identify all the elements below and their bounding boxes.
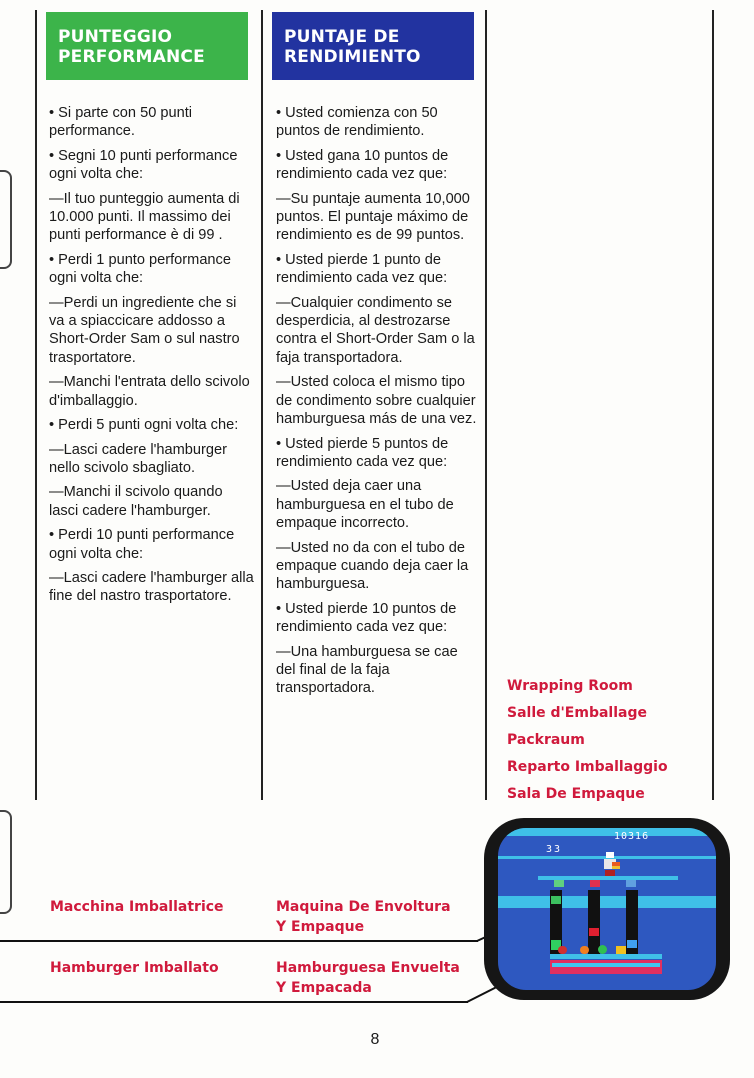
- chef-sprite: [602, 852, 618, 878]
- machine-label-spanish-line1: Maquina De Envoltura: [276, 899, 451, 915]
- performance-display: 33: [546, 844, 563, 855]
- spanish-paragraph: —Su puntaje aumenta 10,000 puntos. El puntaje máximo de rendimiento es de 99 puntos.: [276, 190, 470, 244]
- italian-paragraph: —Lasci cadere l'hamburger nello scivolo sbagliato.: [49, 441, 227, 476]
- machine-callout-line: [0, 940, 478, 942]
- burger-label-spanish-line1: Hamburguesa Envuelta: [276, 960, 460, 976]
- machine-label-spanish: [276, 897, 451, 937]
- italian-paragraph: —Manchi l'entrata dello scivolo d'imballaggio.: [49, 374, 250, 409]
- burger-label-spanish-line2: Y Empacada: [276, 980, 372, 996]
- spanish-paragraph: —Cualquier condimento se desperdicia, al destrozarse contra el Short-Order Sam o la faja transportadora.: [276, 294, 475, 366]
- packing-tube-middle: [588, 890, 600, 954]
- spanish-paragraph: —Usted coloca el mismo tipo de condimento sobre cualquier hamburguesa más de una vez.: [276, 374, 477, 428]
- wrapping-room-label: Reparto Imballaggio: [507, 759, 668, 775]
- score-display: 10316: [614, 831, 650, 842]
- wrapping-room-label: Wrapping Room: [507, 678, 633, 694]
- italian-paragraph: —Il tuo punteggio aumenta di 10.000 punti. Il massimo dei punti performance è di 99 .: [49, 190, 240, 244]
- wrapping-room-label: Salle d'Emballage: [507, 705, 647, 721]
- spanish-paragraph: —Una hamburguesa se cae del final de la faja transportadora.: [276, 643, 458, 697]
- wrapping-room-label: Sala De Empaque: [507, 786, 645, 802]
- burger-callout-line: [0, 1001, 468, 1003]
- binder-ring-bottom: [0, 810, 12, 914]
- spanish-column: [276, 104, 480, 704]
- spanish-paragraph: • Usted gana 10 puntos de rendimiento cada vez que:: [276, 147, 449, 183]
- italian-paragraph: • Perdi 5 punti ogni volta che:: [49, 417, 239, 434]
- wrapping-room-labels: [507, 676, 727, 811]
- italian-paragraph: —Manchi il scivolo quando lasci cadere l'hamburger.: [49, 484, 223, 519]
- burger-label-spanish: [276, 958, 460, 998]
- column-rule-1: [35, 10, 37, 800]
- spanish-paragraph: • Usted comienza con 50 puntos de rendimiento.: [276, 105, 438, 140]
- burger-label-italian: Hamburger Imballato: [50, 960, 219, 976]
- italian-column: [49, 104, 254, 612]
- spanish-header: [272, 12, 474, 80]
- spanish-header-line2: RENDIMIENTO: [284, 47, 421, 67]
- spanish-paragraph: • Usted pierde 5 puntos de rendimiento cada vez que:: [276, 435, 449, 470]
- italian-paragraph: • Perdi 1 punto performance ogni volta che:: [49, 251, 231, 287]
- italian-paragraph: • Perdi 10 punti performance ogni volta che:: [49, 527, 235, 562]
- italian-header-line2: PERFORMANCE: [58, 47, 205, 67]
- italian-paragraph: —Lasci cadere l'hamburger alla fine del nastro trasportatore.: [49, 569, 254, 605]
- italian-paragraph: —Perdi un ingrediente che si va a spiaccicare addosso a Short-Order Sam o sul nastro trasportatore.: [49, 294, 240, 366]
- spanish-header-line1: PUNTAJE DE: [284, 27, 400, 47]
- wrapping-room-label: Packraum: [507, 732, 585, 748]
- italian-paragraph: • Si parte con 50 punti performance.: [49, 105, 193, 140]
- spanish-paragraph: • Usted pierde 1 punto de rendimiento cada vez que:: [276, 251, 448, 287]
- game-screen-tv: [484, 818, 730, 1000]
- machine-label-italian: Macchina Imballatrice: [50, 899, 224, 915]
- spanish-paragraph: • Usted pierde 10 puntos de rendimiento cada vez que:: [276, 600, 457, 636]
- italian-header-line1: PUNTEGGIO: [58, 27, 173, 47]
- binder-ring-top: [0, 170, 12, 269]
- italian-paragraph: • Segni 10 punti performance ogni volta che:: [49, 147, 238, 183]
- page-number: 8: [370, 1031, 380, 1048]
- italian-header: [46, 12, 248, 80]
- spanish-paragraph: —Usted deja caer una hamburguesa en el tubo de empaque incorrecto.: [276, 478, 454, 532]
- game-screen: [498, 828, 716, 990]
- spanish-paragraph: —Usted no da con el tubo de empaque cuando deja caer la hamburguesa.: [276, 539, 469, 593]
- column-rule-2: [261, 10, 263, 800]
- machine-label-spanish-line2: Y Empaque: [276, 919, 365, 935]
- column-rule-3: [485, 10, 487, 800]
